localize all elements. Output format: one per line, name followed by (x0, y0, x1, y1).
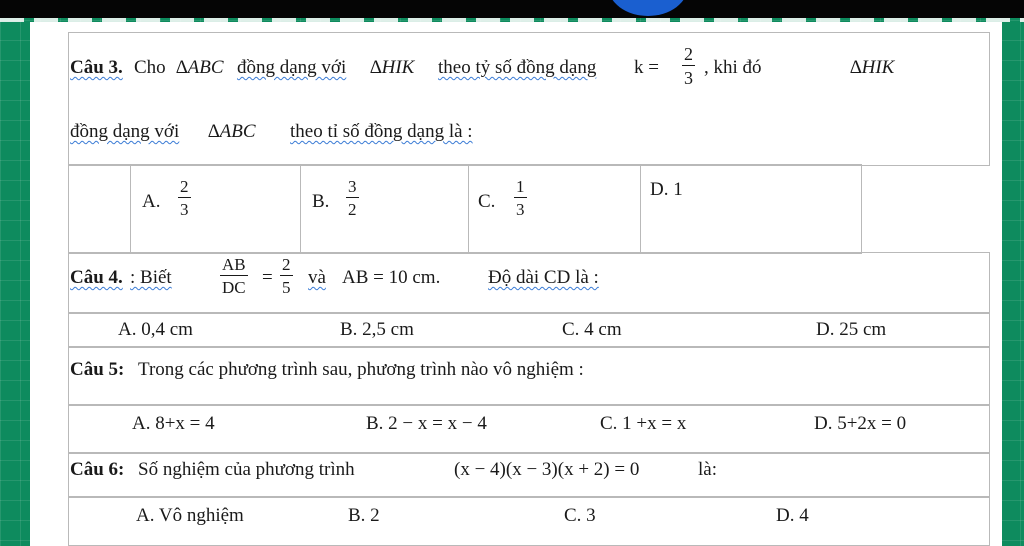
table-divider (300, 164, 301, 252)
option-a[interactable]: A. Vô nghiệm (136, 505, 244, 526)
option-a-fraction (178, 178, 191, 218)
question-5-label: Câu 5: (70, 359, 125, 380)
fraction-denominator: 3 (516, 200, 525, 219)
question-4-text: : Biết (130, 267, 172, 288)
question-3-text: Cho (134, 57, 166, 78)
question-4-text: và (308, 267, 326, 288)
option-c[interactable]: C. (478, 191, 496, 212)
triangle-hik: ∆HIK (370, 57, 415, 78)
question-3-box (68, 32, 990, 166)
question-3-text: đồng dạng với (237, 57, 347, 78)
question-4-label: Câu 4. (70, 267, 123, 288)
table-divider (468, 164, 469, 252)
question-6-label: Câu 6: (70, 459, 125, 480)
question-5-text: Trong các phương trình sau, phương trình nào vô nghiệm : (138, 359, 584, 380)
fraction-numerator: 3 (348, 177, 357, 196)
option-b[interactable]: B. 2,5 cm (340, 319, 414, 340)
question-3-text: theo tỉ số đồng dạng là : (290, 121, 473, 142)
option-d[interactable]: D. 25 cm (816, 319, 887, 340)
option-d[interactable]: D. 4 (776, 505, 809, 526)
table-divider (640, 164, 641, 252)
option-b-fraction (346, 178, 359, 218)
question-3-text: theo tỷ số đồng dạng (438, 57, 597, 78)
option-a[interactable]: A. 8+x = 4 (132, 413, 215, 434)
fraction-numerator: 2 (180, 177, 189, 196)
equation: (x − 4)(x − 3)(x + 2) = 0 (454, 459, 640, 480)
option-a[interactable]: A. (142, 191, 161, 212)
option-c-fraction (514, 178, 527, 218)
option-d[interactable]: D. 5+2x = 0 (814, 413, 907, 434)
fraction-denominator: 2 (348, 200, 357, 219)
ratio-k-fraction (682, 45, 695, 87)
worksheet-paper (30, 22, 1002, 546)
option-c[interactable]: C. 1 +x = x (600, 413, 687, 434)
question-3-text: đồng dạng với (70, 121, 180, 142)
ratio-k-label: k = (634, 57, 659, 78)
ratio-ab-dc (220, 256, 248, 296)
fraction-numerator: 1 (516, 177, 525, 196)
question-3-text: , khi đó (704, 57, 762, 78)
fraction-numerator: 2 (282, 255, 291, 274)
option-b[interactable]: B. 2 − x = x − 4 (366, 413, 487, 434)
triangle-abc: ∆ABC (176, 57, 224, 78)
question-4-text: AB = 10 cm. (342, 267, 441, 288)
option-c[interactable]: C. 3 (564, 505, 596, 526)
triangle-hik: ∆HIK (850, 57, 895, 78)
fraction-denominator: 3 (684, 68, 693, 88)
fraction-denominator: DC (222, 278, 246, 297)
fraction-numerator: 2 (684, 44, 693, 64)
table-divider (130, 164, 131, 252)
question-4-text: Độ dài CD là : (488, 267, 599, 288)
option-b[interactable]: B. (312, 191, 330, 212)
fraction-numerator: AB (222, 255, 246, 274)
option-c[interactable]: C. 4 cm (562, 319, 622, 340)
option-a[interactable]: A. 0,4 cm (118, 319, 193, 340)
ratio-2-5 (280, 256, 293, 296)
option-b[interactable]: B. 2 (348, 505, 380, 526)
fraction-denominator: 5 (282, 278, 291, 297)
triangle-abc: ∆ABC (208, 121, 256, 142)
question-6-text: là: (698, 459, 717, 480)
equals-sign: = (262, 267, 273, 288)
fraction-denominator: 3 (180, 200, 189, 219)
top-black-bar (0, 0, 1024, 18)
option-d[interactable]: D. 1 (650, 179, 683, 200)
question-3-label: Câu 3. (70, 57, 123, 78)
question-6-text: Số nghiệm của phương trình (138, 459, 355, 480)
